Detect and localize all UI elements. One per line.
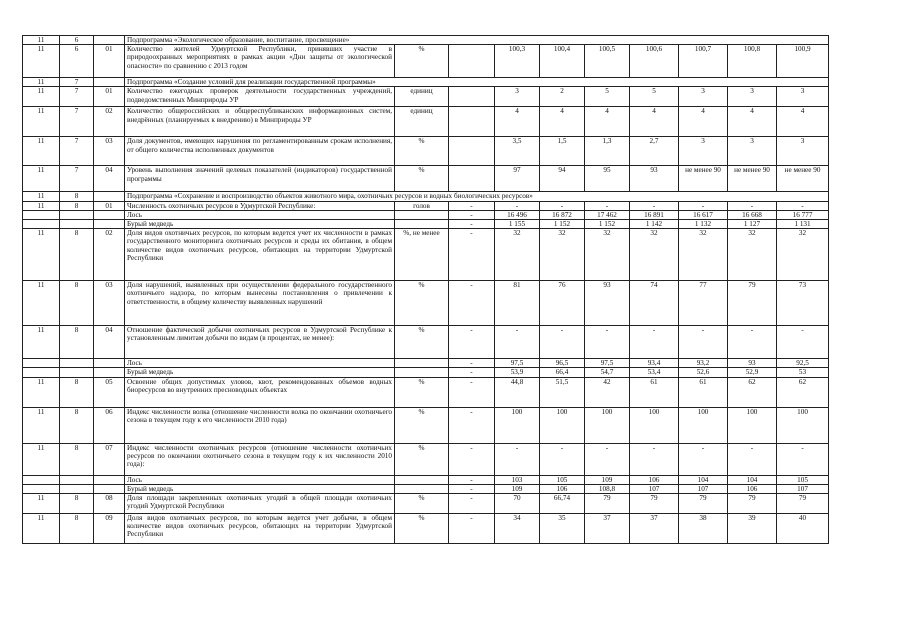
value-cell: 93,4 [630, 359, 679, 368]
col-unit [395, 475, 449, 484]
col-number: 05 [94, 377, 125, 407]
value-cell: 106 [540, 484, 585, 493]
col-subprogram: 7 [60, 107, 94, 137]
value-cell: 97 [495, 166, 540, 192]
value-cell: 1,5 [540, 137, 585, 166]
value-cell: не менее 90 [679, 166, 728, 192]
value-cell: 97,5 [495, 359, 540, 368]
value-cell: 108,8 [585, 484, 630, 493]
value-cell: - [679, 326, 728, 359]
value-cell: 1 127 [728, 220, 777, 229]
col-program [23, 484, 60, 493]
value-cell: 53,4 [630, 368, 679, 377]
table-row [23, 326, 829, 359]
col-number: 09 [94, 514, 125, 544]
value-cell: 3 [679, 137, 728, 166]
value-cell: - [630, 201, 679, 210]
value-cell: 1 155 [495, 220, 540, 229]
value-cell: 4 [495, 107, 540, 137]
value-cell: 52,9 [728, 368, 777, 377]
table-row [23, 443, 829, 475]
indicator-desc: Доля документов, имеющих нарушения по регламентированным срокам исполнения, от общего количества исполненных документов [125, 137, 395, 166]
value-cell: 1 152 [540, 220, 585, 229]
col-number: 04 [94, 166, 125, 192]
value-cell: 1,3 [585, 137, 630, 166]
col-unit: %, не менее [395, 229, 449, 281]
table-row [23, 377, 829, 407]
col-unit: % [395, 137, 449, 166]
value-cell: 100 [630, 407, 679, 443]
value-cell: 4 [777, 107, 829, 137]
col-number [94, 78, 125, 87]
col-subprogram [60, 368, 94, 377]
col-subprogram: 6 [60, 45, 94, 78]
table-row [23, 220, 829, 229]
col-subprogram: 7 [60, 137, 94, 166]
value-cell: 1 152 [585, 220, 630, 229]
col-program [23, 475, 60, 484]
value-cell: 100 [540, 407, 585, 443]
value-cell: 100 [728, 407, 777, 443]
value-cell [449, 87, 495, 107]
value-cell: 42 [585, 377, 630, 407]
value-cell: - [777, 201, 829, 210]
value-cell: 4 [540, 107, 585, 137]
value-cell: 73 [777, 281, 829, 326]
value-cell: 103 [495, 475, 540, 484]
sub-desc: Лось [125, 210, 395, 219]
col-program: 11 [23, 407, 60, 443]
value-cell: 16 777 [777, 210, 829, 219]
table-row [23, 368, 829, 377]
value-cell: - [449, 229, 495, 281]
value-cell: 107 [679, 484, 728, 493]
col-program: 11 [23, 45, 60, 78]
sub-desc: Бурый медведь [125, 368, 395, 377]
value-cell: 52,6 [679, 368, 728, 377]
value-cell: 109 [495, 484, 540, 493]
value-cell: 4 [679, 107, 728, 137]
col-subprogram [60, 484, 94, 493]
value-cell: 100,9 [777, 45, 829, 78]
table-row [23, 359, 829, 368]
col-unit: % [395, 166, 449, 192]
value-cell: 62 [777, 377, 829, 407]
value-cell: - [679, 443, 728, 475]
col-subprogram: 8 [60, 494, 94, 514]
col-number: 02 [94, 229, 125, 281]
value-cell: 16 496 [495, 210, 540, 219]
value-cell [449, 166, 495, 192]
value-cell: - [449, 359, 495, 368]
value-cell: - [449, 377, 495, 407]
value-cell: 1 142 [630, 220, 679, 229]
table-row [23, 494, 829, 514]
value-cell: 4 [630, 107, 679, 137]
value-cell: 76 [540, 281, 585, 326]
col-number [94, 192, 125, 201]
col-unit: % [395, 377, 449, 407]
value-cell: 100,7 [679, 45, 728, 78]
col-program: 11 [23, 137, 60, 166]
value-cell: 107 [777, 484, 829, 493]
col-subprogram [60, 475, 94, 484]
value-cell: 38 [679, 514, 728, 544]
col-subprogram: 8 [60, 281, 94, 326]
indicator-desc: Доля площади закрепленных охотничьих угодий в общей площади охотничьих угодий Удмуртской Республики [125, 494, 395, 514]
value-cell: 100,8 [728, 45, 777, 78]
col-program: 11 [23, 229, 60, 281]
document-sheet [22, 35, 829, 544]
value-cell: 53,9 [495, 368, 540, 377]
value-cell: 100 [495, 407, 540, 443]
col-unit [395, 220, 449, 229]
col-number: 07 [94, 443, 125, 475]
value-cell: 96,5 [540, 359, 585, 368]
value-cell: 3 [777, 87, 829, 107]
value-cell: 100,3 [495, 45, 540, 78]
table-row [23, 107, 829, 137]
col-unit [395, 210, 449, 219]
value-cell: 104 [679, 475, 728, 484]
value-cell: 93 [585, 281, 630, 326]
col-subprogram: 8 [60, 201, 94, 210]
table-row [23, 87, 829, 107]
col-subprogram [60, 210, 94, 219]
value-cell: 79 [728, 494, 777, 514]
col-unit: % [395, 281, 449, 326]
section-title: Подпрограмма «Создание условий для реализации государственной программы» [125, 78, 829, 87]
table-row [23, 229, 829, 281]
indicator-desc: Уровень выполнения значений целевых показателей (индикаторов) государственной программы [125, 166, 395, 192]
value-cell: 62 [728, 377, 777, 407]
table-row [23, 514, 829, 544]
value-cell: - [449, 407, 495, 443]
table-row [23, 407, 829, 443]
value-cell: 100 [777, 407, 829, 443]
indicators-table [22, 35, 829, 544]
value-cell: 32 [630, 229, 679, 281]
sub-desc: Лось [125, 359, 395, 368]
indicator-desc: Освоение общих допустимых уловов, квот, рекомендованных объемов водных биоресурсов во внутренних пресноводных объектах [125, 377, 395, 407]
value-cell: 4 [728, 107, 777, 137]
col-number: 08 [94, 494, 125, 514]
value-cell: 100,6 [630, 45, 679, 78]
value-cell: - [449, 494, 495, 514]
indicator-desc: Численность охотничьих ресурсов в Удмуртской Республике: [125, 201, 395, 210]
col-number: 04 [94, 326, 125, 359]
value-cell: 105 [540, 475, 585, 484]
table-row [23, 201, 829, 210]
value-cell: - [449, 368, 495, 377]
col-number [94, 359, 125, 368]
value-cell: - [728, 443, 777, 475]
indicator-desc: Количество ежегодных проверок деятельности государственных учреждений, подведомственных Минприроды УР [125, 87, 395, 107]
col-subprogram: 8 [60, 443, 94, 475]
col-unit [395, 368, 449, 377]
col-unit: единиц [395, 87, 449, 107]
value-cell [449, 45, 495, 78]
value-cell: 79 [630, 494, 679, 514]
col-subprogram: 7 [60, 166, 94, 192]
value-cell: - [449, 220, 495, 229]
value-cell: - [449, 514, 495, 544]
value-cell: 32 [540, 229, 585, 281]
value-cell: 74 [630, 281, 679, 326]
table-row [23, 166, 829, 192]
indicator-desc: Количество жителей Удмуртской Республики, принявших участие в природоохранных мероприятиях в рамках акции «Дни защиты от экологической опасности» по сравнению с 2013 годом [125, 45, 395, 78]
section-title: Подпрограмма «Экологическое образование, воспитание, просвещение» [125, 36, 829, 45]
value-cell: 3 [728, 137, 777, 166]
value-cell: 34 [495, 514, 540, 544]
col-unit: % [395, 443, 449, 475]
col-program: 11 [23, 201, 60, 210]
col-program: 11 [23, 443, 60, 475]
value-cell: - [585, 443, 630, 475]
value-cell: 3 [679, 87, 728, 107]
value-cell: 2,7 [630, 137, 679, 166]
value-cell: - [728, 201, 777, 210]
value-cell: - [777, 326, 829, 359]
value-cell: - [495, 201, 540, 210]
col-unit [395, 359, 449, 368]
value-cell: - [540, 201, 585, 210]
value-cell: 92,5 [777, 359, 829, 368]
value-cell: 16 872 [540, 210, 585, 219]
value-cell: 16 891 [630, 210, 679, 219]
col-number [94, 368, 125, 377]
col-unit: голов [395, 201, 449, 210]
value-cell: - [495, 326, 540, 359]
col-program: 11 [23, 107, 60, 137]
value-cell: 93 [630, 166, 679, 192]
value-cell: 97,5 [585, 359, 630, 368]
value-cell: 100,4 [540, 45, 585, 78]
value-cell: 53 [777, 368, 829, 377]
value-cell: 32 [728, 229, 777, 281]
value-cell: 100 [679, 407, 728, 443]
col-unit: % [395, 407, 449, 443]
table-row [23, 36, 829, 45]
col-subprogram: 8 [60, 377, 94, 407]
value-cell: - [630, 443, 679, 475]
col-number: 03 [94, 281, 125, 326]
value-cell: 3 [495, 87, 540, 107]
col-program: 11 [23, 192, 60, 201]
value-cell: 105 [777, 475, 829, 484]
col-program: 11 [23, 514, 60, 544]
value-cell: 32 [679, 229, 728, 281]
value-cell: 4 [585, 107, 630, 137]
value-cell: 107 [630, 484, 679, 493]
col-number [94, 484, 125, 493]
value-cell: 1 131 [777, 220, 829, 229]
value-cell: не менее 90 [777, 166, 829, 192]
value-cell: 61 [630, 377, 679, 407]
value-cell: 32 [777, 229, 829, 281]
col-number [94, 220, 125, 229]
value-cell: - [449, 443, 495, 475]
value-cell: 37 [630, 514, 679, 544]
col-program [23, 210, 60, 219]
sub-desc: Бурый медведь [125, 484, 395, 493]
col-program [23, 359, 60, 368]
value-cell: 3 [728, 87, 777, 107]
indicator-desc: Индекс численности волка (отношение численности волка по окончании охотничьего сезона в текущем году к его численности 2010 года) [125, 407, 395, 443]
col-subprogram [60, 359, 94, 368]
col-number: 01 [94, 201, 125, 210]
value-cell: - [449, 475, 495, 484]
value-cell [449, 137, 495, 166]
value-cell: - [585, 201, 630, 210]
col-number: 02 [94, 107, 125, 137]
section-title: Подпрограмма «Сохранение и воспроизводство объектов животного мира, охотничьих ресурсов и водных биологических ресурсов» [125, 192, 829, 201]
value-cell: 61 [679, 377, 728, 407]
indicator-desc: Индекс численности охотничьих ресурсов (отношение численности охотничьих ресурсов по окончании охотничьего сезона в текущем году к их численности 2010 года): [125, 443, 395, 475]
value-cell: - [495, 443, 540, 475]
col-subprogram [60, 220, 94, 229]
value-cell: 95 [585, 166, 630, 192]
value-cell: 16 668 [728, 210, 777, 219]
value-cell: 79 [585, 494, 630, 514]
col-program [23, 220, 60, 229]
value-cell: 106 [728, 484, 777, 493]
col-unit: единиц [395, 107, 449, 137]
table-row [23, 137, 829, 166]
value-cell: 70 [495, 494, 540, 514]
col-program: 11 [23, 326, 60, 359]
col-number: 03 [94, 137, 125, 166]
col-program: 11 [23, 494, 60, 514]
value-cell: 66,74 [540, 494, 585, 514]
table-row [23, 484, 829, 493]
col-program: 11 [23, 78, 60, 87]
value-cell: 40 [777, 514, 829, 544]
indicator-desc: Доля видов охотничьих ресурсов, по которым ведется учет добычи, в общем количестве видов охотничьих ресурсов, обитающих на территории Удмуртской Республики [125, 514, 395, 544]
value-cell: 79 [679, 494, 728, 514]
value-cell: 54,7 [585, 368, 630, 377]
indicator-desc: Отношение фактической добычи охотничьих ресурсов в Удмуртской Республике к установленным лимитам добычи по видам (в процентах, не менее): [125, 326, 395, 359]
value-cell: 100 [585, 407, 630, 443]
value-cell: - [540, 326, 585, 359]
value-cell: 81 [495, 281, 540, 326]
col-unit [395, 484, 449, 493]
value-cell: 37 [585, 514, 630, 544]
col-subprogram: 8 [60, 326, 94, 359]
col-number [94, 475, 125, 484]
value-cell: 3 [777, 137, 829, 166]
value-cell [449, 107, 495, 137]
value-cell: - [540, 443, 585, 475]
value-cell: 5 [585, 87, 630, 107]
col-program: 11 [23, 36, 60, 45]
value-cell: 106 [630, 475, 679, 484]
table-row [23, 210, 829, 219]
table-row [23, 192, 829, 201]
value-cell: - [449, 201, 495, 210]
value-cell: - [449, 210, 495, 219]
value-cell: 44,8 [495, 377, 540, 407]
value-cell: - [585, 326, 630, 359]
col-unit: % [395, 45, 449, 78]
col-subprogram: 8 [60, 229, 94, 281]
value-cell: 93 [728, 359, 777, 368]
sub-desc: Лось [125, 475, 395, 484]
col-number [94, 36, 125, 45]
col-subprogram: 8 [60, 192, 94, 201]
col-subprogram: 6 [60, 36, 94, 45]
col-program: 11 [23, 377, 60, 407]
value-cell: 100,5 [585, 45, 630, 78]
value-cell: 79 [728, 281, 777, 326]
value-cell: 79 [777, 494, 829, 514]
table-row [23, 45, 829, 78]
col-subprogram: 8 [60, 407, 94, 443]
value-cell: - [449, 326, 495, 359]
value-cell: 16 617 [679, 210, 728, 219]
value-cell: 66,4 [540, 368, 585, 377]
indicator-desc: Доля нарушений, выявленных при осуществлении федерального государственного охотничьего надзора, по которым вынесены постановления о привлечении к ответственности, в общему количеству выявленных нарушений [125, 281, 395, 326]
col-program: 11 [23, 166, 60, 192]
col-unit: % [395, 326, 449, 359]
value-cell: 2 [540, 87, 585, 107]
value-cell: 3,5 [495, 137, 540, 166]
table-body [23, 36, 829, 544]
sub-desc: Бурый медведь [125, 220, 395, 229]
indicator-desc: Количество общероссийских и общереспубликанских информационных систем, внедрённых (планируемых к внедрению) в Минприроды УР [125, 107, 395, 137]
value-cell: 5 [630, 87, 679, 107]
value-cell: - [679, 201, 728, 210]
col-subprogram: 7 [60, 87, 94, 107]
value-cell: 17 462 [585, 210, 630, 219]
value-cell: 104 [728, 475, 777, 484]
table-row [23, 475, 829, 484]
col-number: 01 [94, 45, 125, 78]
value-cell: 32 [585, 229, 630, 281]
value-cell: - [630, 326, 679, 359]
value-cell: 94 [540, 166, 585, 192]
value-cell: 93,2 [679, 359, 728, 368]
value-cell: 51,5 [540, 377, 585, 407]
col-subprogram: 8 [60, 514, 94, 544]
col-unit: % [395, 514, 449, 544]
value-cell: 35 [540, 514, 585, 544]
col-unit: % [395, 494, 449, 514]
table-row [23, 78, 829, 87]
value-cell: - [728, 326, 777, 359]
table-row [23, 281, 829, 326]
col-program [23, 368, 60, 377]
indicator-desc: Доля видов охотничьих ресурсов, по которым ведется учет их численности в рамках государственного мониторинга охотничьих ресурсов и среды их обитания, в общем количестве видов охотничьих ресурсов, обитающих на территории Удмуртской Республики [125, 229, 395, 281]
col-number [94, 210, 125, 219]
col-program: 11 [23, 87, 60, 107]
col-program: 11 [23, 281, 60, 326]
value-cell: 77 [679, 281, 728, 326]
value-cell: 109 [585, 475, 630, 484]
value-cell: - [777, 443, 829, 475]
value-cell: 1 132 [679, 220, 728, 229]
col-number: 06 [94, 407, 125, 443]
value-cell: 39 [728, 514, 777, 544]
value-cell: 32 [495, 229, 540, 281]
col-number: 01 [94, 87, 125, 107]
value-cell: не менее 90 [728, 166, 777, 192]
col-subprogram: 7 [60, 78, 94, 87]
value-cell: - [449, 281, 495, 326]
value-cell: - [449, 484, 495, 493]
